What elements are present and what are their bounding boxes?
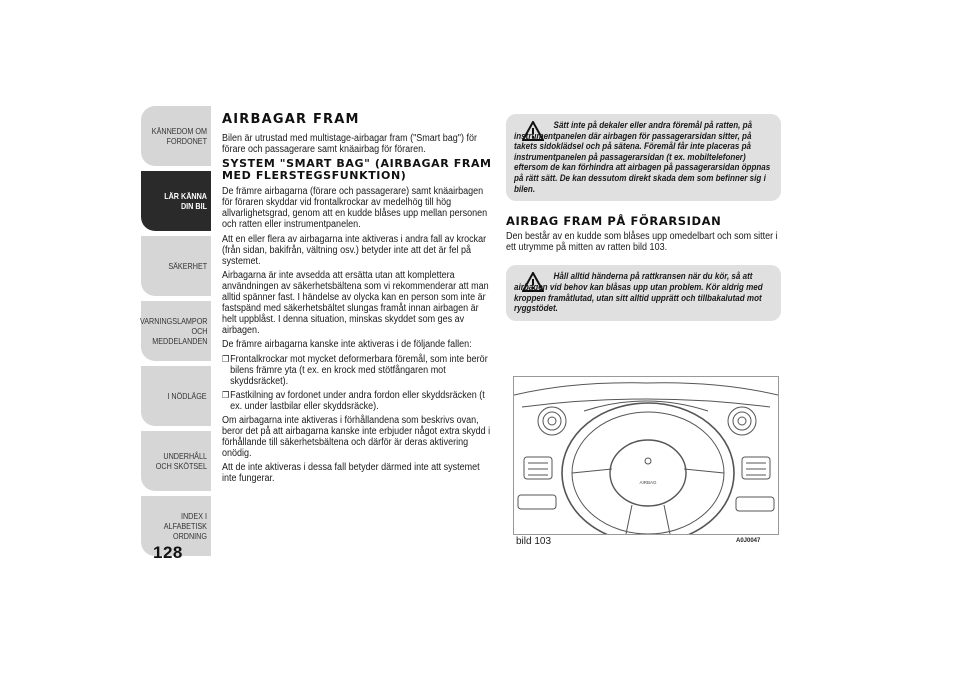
tab-i-nodlage[interactable]	[141, 366, 211, 426]
tab-kannedom[interactable]	[141, 106, 211, 166]
warning-box	[506, 114, 781, 201]
figure-code: A0J0047	[736, 538, 761, 544]
paragraph: Den består av en kudde som blåses upp omedelbart och som sitter i ett utrymme på mitten av ratten bild 103.	[506, 231, 778, 254]
steering-wheel-illustration	[514, 377, 778, 534]
tab-label: KÄNNEDOM OM FORDONET	[151, 126, 207, 146]
section-title: AIRBAGAR FRAM	[222, 112, 360, 127]
page-number: 128	[153, 543, 183, 562]
bullet-box-icon: ❒	[222, 353, 230, 364]
tab-label: I NÖDLÄGE	[167, 391, 207, 401]
list-item	[222, 390, 494, 412]
right-column	[506, 114, 781, 335]
tab-sakerhet[interactable]	[141, 236, 211, 296]
paragraph: De främre airbagarna (förare och passagerare) samt knäairbagen för föraren skyddar vid frontalkrockar av medelhög till hög allvarlighetsgrad, genom att en kudde blåses upp mellan personen och ratten eller instrumentpanelen.	[222, 186, 488, 231]
intro-paragraph: Bilen är utrustad med multistage-airbagar fram ("Smart bag") för förare och passagerare samt knäairbag för föraren.	[222, 133, 477, 156]
tab-lar-kanna-din-bil[interactable]	[141, 171, 211, 231]
tab-label: UNDERHÅLL OCH SKÖTSEL	[155, 451, 207, 471]
warning-box	[506, 265, 781, 320]
tab-underhall[interactable]	[141, 431, 211, 491]
paragraph: Airbagarna är inte avsedda att ersätta utan att komplettera användningen av säkerhetsbältena som vi rekommenderar att man alltid spänner fast. I händelse av olycka kan en person som inte är fastspänd med säkerhetsbältet slungas framåt innan airbagen är helt uppblåst. I denna situation, minskas skyddet som ges av airbagen.	[222, 269, 489, 337]
tab-label: VARNINGSLAMPOR OCH MEDDELANDEN	[139, 316, 207, 346]
left-column	[222, 112, 494, 488]
chapter-tabs	[141, 106, 211, 561]
steering-wheel-figure	[513, 376, 779, 535]
bullet-box-icon: ❒	[222, 389, 230, 400]
warning-text: Håll alltid händerna på rattkransen när du kör, så att airbagen vid behov kan blåsas upp utan problem. Kör aldrig med kroppen framåtlutad, utan sitt alltid upprätt och tillbakalutad mot ryggstödet.	[514, 270, 763, 314]
paragraph: De främre airbagarna kanske inte aktiveras i de följande fallen:	[222, 339, 472, 351]
section-title: AIRBAG FRAM PÅ FÖRARSIDAN	[506, 214, 722, 229]
list-item	[222, 354, 494, 387]
tab-varningslampor[interactable]	[141, 301, 211, 361]
tab-label: INDEX I ALFABETISK ORDNING	[163, 511, 207, 541]
paragraph: Att en eller flera av airbagarna inte aktiveras i andra fall av krockar (från sidan, bakifrån, vältning osv.) betyder inte att det är fel på systemet.	[222, 233, 487, 267]
paragraph: Att de inte aktiveras i dessa fall betyder därmed inte att systemet inte fungerar.	[222, 462, 480, 485]
list-item-text: Fastkilning av fordonet under andra fordon eller skyddsräcken (t ex. under lastbilar eller skyddsräcke).	[230, 389, 485, 412]
tab-label: LÄR KÄNNA DIN BIL	[164, 191, 207, 211]
figure-caption: bild 103	[516, 536, 552, 547]
airbag-label: AIRBAG	[639, 480, 657, 485]
paragraph: Om airbagarna inte aktiveras i förhållandena som beskrivs ovan, beror det på att airbagarna kanske inte erbjuder något extra skydd i förhållande till säkerhetsbältena och därför är deras aktivering onödig.	[222, 414, 491, 460]
subsection-title: SYSTEM "SMART BAG" (AIRBAGAR FRAM MED FLERSTEGSFUNKTION)	[222, 157, 492, 183]
list-item-text: Frontalkrockar mot mycket deformerbara föremål, som inte berör bilens främre yta (t ex. en krock med stötfångaren mot skyddsräcket).	[230, 353, 488, 387]
tab-label: SÄKERHET	[168, 261, 207, 271]
warning-text: Sätt inte på dekaler eller andra föremål på ratten, på instrumentpanelen där airbagen för passagerarsidan sitter, på takets sidoklädsel och på sätena. Föremål får inte placeras på instrumentpanelen på passagerarsidan (t ex. mobiltelefoner) eftersom de kan förhindra att airbagen på passagerarsidan öppnas på rätt sätt. De kan dessutom direkt skada dem som befinner sig i bilen.	[514, 119, 771, 194]
